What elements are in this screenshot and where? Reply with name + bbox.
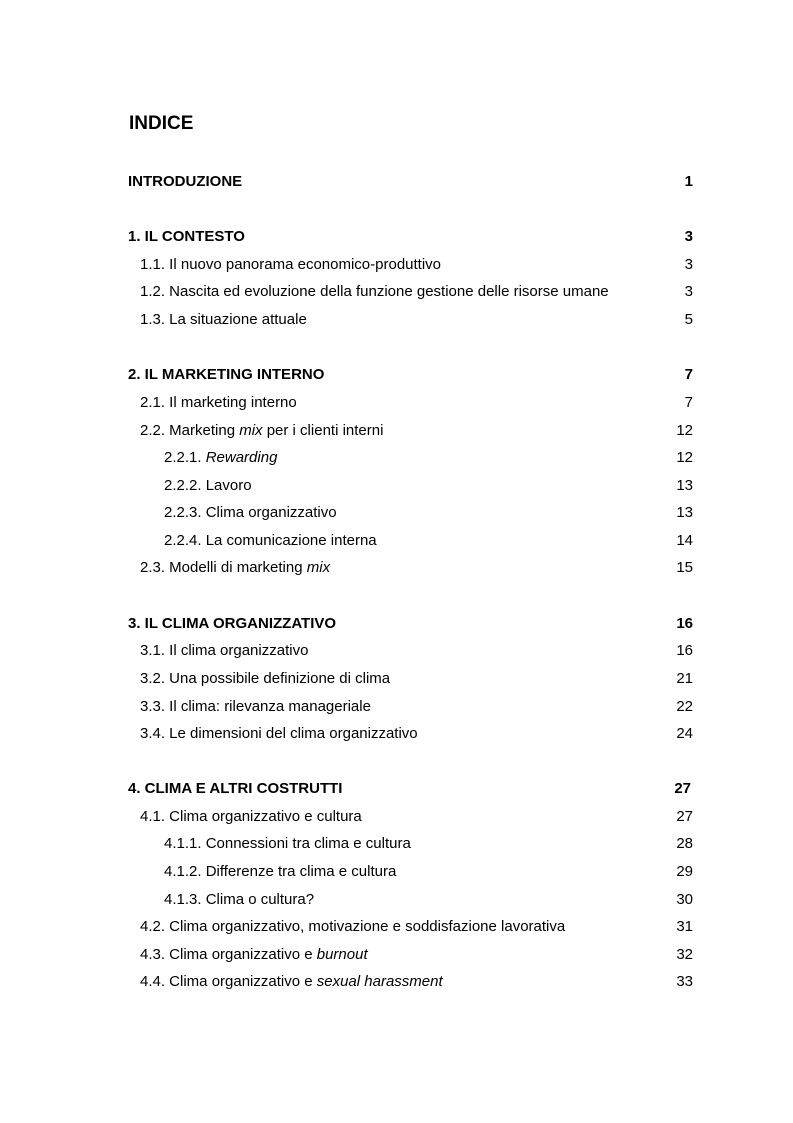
toc-entry-page: 31 — [676, 918, 693, 935]
toc-entry-page: 30 — [676, 891, 693, 908]
toc-entry-page: 29 — [676, 863, 693, 880]
toc-entry-page: 32 — [676, 946, 693, 963]
toc-entry-label: 2.2.3. Clima organizzativo — [164, 504, 337, 521]
toc-title: INDICE — [129, 113, 194, 134]
toc-entry-page: 22 — [676, 698, 693, 715]
toc-entry-page: 12 — [676, 422, 693, 439]
toc-entry-4-1-3[interactable] — [0, 889, 793, 911]
toc-entry-label: 3.1. Il clima organizzativo — [140, 642, 309, 659]
toc-entry-1-3[interactable] — [0, 309, 793, 331]
toc-entry-3-4[interactable] — [0, 723, 793, 745]
toc-entry-label: 3. IL CLIMA ORGANIZZATIVO — [128, 615, 337, 632]
toc-entry-label: 1. IL CONTESTO — [128, 228, 245, 245]
toc-entry-2-2-2[interactable] — [0, 475, 793, 497]
toc-entry-label: 2.2. Marketing mix per i clienti interni — [140, 422, 384, 439]
toc-entry-label: 2.2.1. Rewarding — [164, 449, 278, 466]
toc-chapter-3[interactable] — [0, 613, 793, 635]
toc-entry-page: 27 — [676, 808, 693, 825]
toc-entry-label: 3.3. Il clima: rilevanza manageriale — [140, 698, 371, 715]
toc-entry-page: 12 — [676, 449, 693, 466]
toc-entry-page: 3 — [684, 256, 693, 273]
toc-entry-label: 4.1.1. Connessioni tra clima e cultura — [164, 835, 411, 852]
toc-chapter-1[interactable] — [0, 226, 793, 248]
toc-entry-page: 16 — [676, 615, 693, 632]
toc-entry-page: 1 — [684, 173, 693, 190]
toc-entry-2-1[interactable] — [0, 392, 793, 414]
toc-entry-page: 13 — [676, 477, 693, 494]
toc-entry-label: 4.1.2. Differenze tra clima e cultura — [164, 863, 397, 880]
toc-entry-page: 13 — [676, 504, 693, 521]
toc-entry-4-1-2[interactable] — [0, 861, 793, 883]
toc-entry-page: 21 — [676, 670, 693, 687]
toc-entry-4-2[interactable] — [0, 916, 793, 938]
toc-entry-page: 3 — [684, 283, 693, 300]
toc-entry-2-2-4[interactable] — [0, 530, 793, 552]
toc-entry-4-1[interactable] — [0, 806, 793, 828]
toc-chapter-4[interactable] — [0, 778, 793, 800]
toc-entry-label: 4. CLIMA E ALTRI COSTRUTTI — [128, 780, 343, 797]
toc-entry-3-1[interactable] — [0, 640, 793, 662]
toc-chapter-2[interactable] — [0, 364, 793, 386]
toc-entry-label: 4.1.3. Clima o cultura? — [164, 891, 315, 908]
toc-entry-label: 2.2.2. Lavoro — [164, 477, 252, 494]
toc-entry-label: 2.3. Modelli di marketing mix — [140, 559, 331, 576]
toc-entry-3-3[interactable] — [0, 696, 793, 718]
toc-entry-label: 4.2. Clima organizzativo, motivazione e soddisfazione lavorativa — [140, 918, 566, 935]
toc-entry-label: 2. IL MARKETING INTERNO — [128, 366, 325, 383]
toc-entry-1-1[interactable] — [0, 254, 793, 276]
toc-entry-1-2[interactable] — [0, 281, 793, 303]
toc-entry-2-2[interactable] — [0, 420, 793, 442]
toc-entry-label: 1.1. Il nuovo panorama economico-produttivo — [140, 256, 442, 273]
toc-entry-3-2[interactable] — [0, 668, 793, 690]
toc-entry-label: 2.2.4. La comunicazione interna — [164, 532, 377, 549]
toc-entry-label: 1.3. La situazione attuale — [140, 311, 307, 328]
toc-entry-2-3[interactable] — [0, 557, 793, 579]
toc-entry-label: INTRODUZIONE — [128, 173, 243, 190]
toc-entry-page: 14 — [676, 532, 693, 549]
toc-entry-page: 27 — [674, 780, 691, 797]
toc-entry-label: 4.1. Clima organizzativo e cultura — [140, 808, 362, 825]
toc-entry-introduzione[interactable] — [0, 171, 793, 193]
toc-entry-page: 33 — [676, 973, 693, 990]
toc-entry-label: 4.4. Clima organizzativo e sexual harassment — [140, 973, 443, 990]
toc-entry-page: 28 — [676, 835, 693, 852]
toc-entry-label: 2.1. Il marketing interno — [140, 394, 297, 411]
toc-entry-page: 5 — [684, 311, 693, 328]
toc-entry-label: 3.4. Le dimensioni del clima organizzativo — [140, 725, 418, 742]
toc-entry-2-2-3[interactable] — [0, 502, 793, 524]
toc-entry-page: 16 — [676, 642, 693, 659]
toc-entry-page: 7 — [684, 394, 693, 411]
toc-entry-label: 4.3. Clima organizzativo e burnout — [140, 946, 368, 963]
toc-entry-label: 1.2. Nascita ed evoluzione della funzione gestione delle risorse umane — [140, 283, 609, 300]
toc-entry-label: 3.2. Una possibile definizione di clima — [140, 670, 391, 687]
toc-entry-page: 3 — [684, 228, 693, 245]
toc-entry-2-2-1[interactable] — [0, 447, 793, 469]
toc-entry-4-4[interactable] — [0, 971, 793, 993]
toc-entry-4-1-1[interactable] — [0, 833, 793, 855]
toc-entry-page: 15 — [676, 559, 693, 576]
toc-entry-page: 24 — [676, 725, 693, 742]
toc-entry-page: 7 — [684, 366, 693, 383]
toc-entry-4-3[interactable] — [0, 944, 793, 966]
